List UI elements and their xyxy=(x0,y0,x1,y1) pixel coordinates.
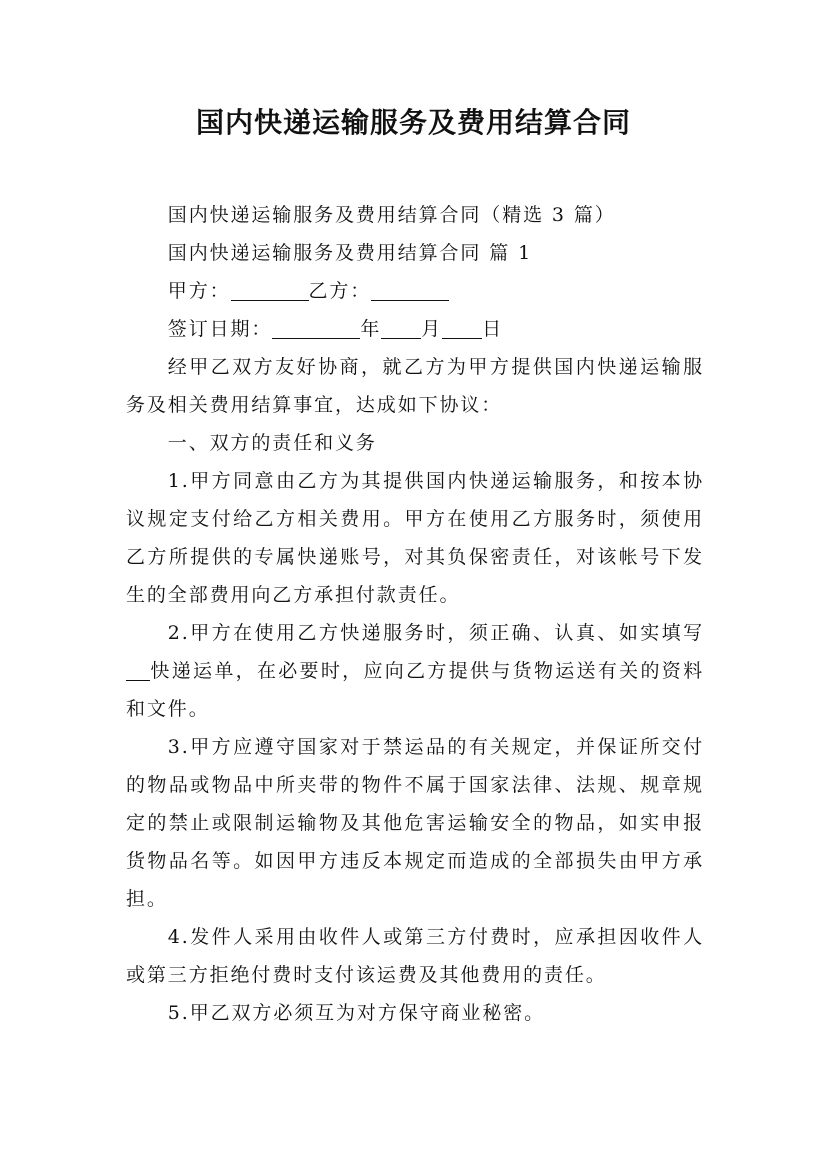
clause-5: 5.甲乙双方必须互为对方保守商业秘密。 xyxy=(167,1002,546,1024)
sign-date-label: 签订日期： xyxy=(167,318,273,340)
clause-2-blank xyxy=(126,658,150,681)
day-blank xyxy=(442,316,482,339)
document-body xyxy=(126,196,704,1032)
clause-2 xyxy=(126,614,704,728)
clause-1: 1.甲方同意由乙方为其提供国内快递运输服务，和按本协议规定支付给乙方相关费用。甲方在使用乙方服务时，须使用乙方所提供的专属快递账号，对其负保密责任，对该帐号下发生的全部费用向乙方承担付款责任。 xyxy=(126,470,704,606)
party-a-label: 甲方： xyxy=(167,280,231,302)
clause-2-before: 2.甲方在使用乙方快递服务时，须正确、认真、如实填写 xyxy=(167,622,704,644)
subtitle-line: 国内快递运输服务及费用结算合同（精选 3 篇） xyxy=(167,204,616,226)
month-label: 月 xyxy=(421,318,443,340)
parties-line xyxy=(126,272,704,310)
section-heading: 国内快递运输服务及费用结算合同 篇 1 xyxy=(167,242,533,264)
day-label: 日 xyxy=(482,318,504,340)
document-title: 国内快递运输服务及费用结算合同 xyxy=(195,106,631,139)
party-a-blank xyxy=(231,278,309,301)
clause-4: 4.发件人采用由收件人或第三方付费时，应承担因收件人或第三方拒绝付费时支付该运费及其他费用的责任。 xyxy=(126,926,704,986)
sign-date-line xyxy=(126,310,704,348)
intro-paragraph: 经甲乙双方友好协商，就乙方为甲方提供国内快递运输服务及相关费用结算事宜，达成如下协议： xyxy=(126,356,704,416)
section-one-heading: 一、双方的责任和义务 xyxy=(167,432,377,454)
clause-2-after: 快递运单，在必要时，应向乙方提供与货物运送有关的资料和文件。 xyxy=(126,660,704,720)
party-b-blank xyxy=(371,278,449,301)
party-b-label: 乙方： xyxy=(308,280,372,302)
year-label: 年 xyxy=(360,318,382,340)
clause-3: 3.甲方应遵守国家对于禁运品的有关规定，并保证所交付的物品或物品中所夹带的物件不属于国家法律、法规、规章规定的禁止或限制运输物及其他危害运输安全的物品，如实申报货物品名等。如因甲方违反本规定而造成的全部损失由甲方承担。 xyxy=(126,736,704,910)
month-blank xyxy=(381,316,421,339)
year-blank xyxy=(272,316,360,339)
